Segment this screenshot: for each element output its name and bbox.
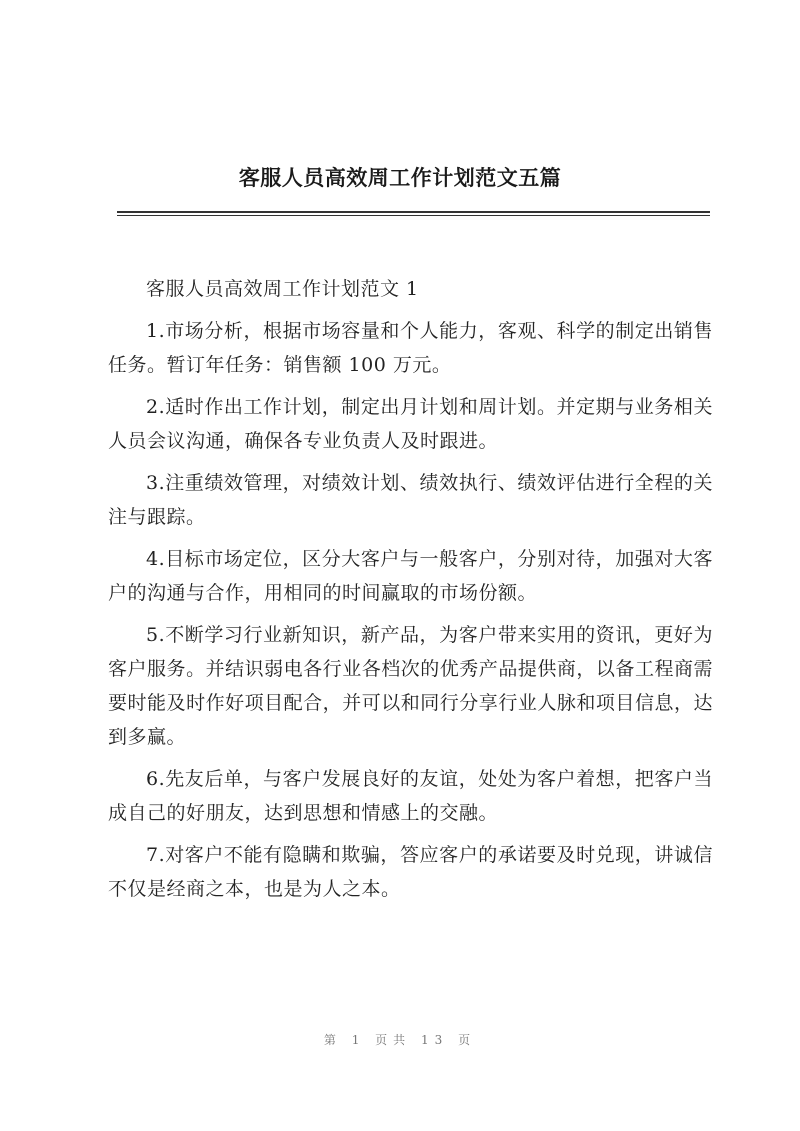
document-body <box>108 272 713 914</box>
paragraph: 2.适时作出工作计划，制定出月计划和周计划。并定期与业务相关人员会议沟通，确保各专业负责人及时跟进。 <box>108 396 713 452</box>
section-heading: 客服人员高效周工作计划范文 1 <box>146 278 419 300</box>
paragraph: 5.不断学习行业新知识，新产品，为客户带来实用的资讯，更好为客户服务。并结识弱电各行业各档次的优秀产品提供商，以备工程商需要时能及时作好项目配合，并可以和同行分享行业人脉和项目信息，达到多赢。 <box>108 624 713 748</box>
paragraph: 6.先友后单，与客户发展良好的友谊，处处为客户着想，把客户当成自己的好朋友，达到思想和情感上的交融。 <box>108 768 713 824</box>
page-number-footer: 第 1 页共 13 页 <box>323 1033 477 1047</box>
title-divider <box>117 211 710 213</box>
paragraph: 1.市场分析，根据市场容量和个人能力，客观、科学的制定出销售任务。暂订年任务：销售额 100 万元。 <box>108 320 713 376</box>
paragraph: 3.注重绩效管理，对绩效计划、绩效执行、绩效评估进行全程的关注与跟踪。 <box>108 472 713 528</box>
document-title: 客服人员高效周工作计划范文五篇 <box>238 166 562 190</box>
paragraph: 4.目标市场定位，区分大客户与一般客户，分别对待，加强对大客户的沟通与合作，用相同的时间赢取的市场份额。 <box>108 548 713 604</box>
paragraph: 7.对客户不能有隐瞒和欺骗，答应客户的承诺要及时兑现，讲诚信不仅是经商之本，也是为人之本。 <box>108 844 713 900</box>
